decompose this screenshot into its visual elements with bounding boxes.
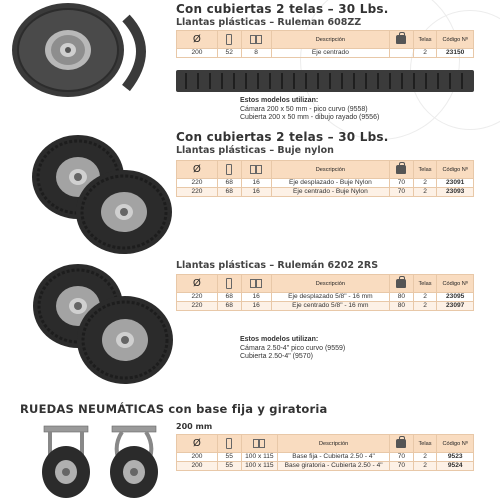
cell-code: 23150 (437, 49, 474, 58)
cell-description: Eje centrado 5/8" - 16 mm (271, 302, 389, 311)
plies-header: Telas (413, 275, 437, 293)
cell-width: 52 (217, 49, 241, 58)
diameter-icon: Ø (177, 275, 218, 293)
description-header: Descripción (271, 275, 389, 293)
cell-plies: 2 (413, 462, 437, 471)
section2-subtitle: Llantas plásticas – Buje nylon (176, 145, 334, 156)
cell-diameter: 220 (177, 293, 218, 302)
width-icon (217, 275, 241, 293)
section3-subtitle: Llantas plásticas – Rulemán 6202 2RS (176, 260, 379, 271)
section2-title: Con cubiertas 2 telas – 30 Lbs. (176, 130, 389, 144)
note-line: Cubierta 2.50-4" (9570) (240, 353, 313, 360)
diameter-icon: Ø (177, 31, 218, 49)
table-row (177, 188, 474, 197)
section1-subtitle: Llantas plásticas – Ruleman 608ZZ (176, 17, 362, 28)
cell-code: 23093 (437, 188, 474, 197)
hub-icon (241, 435, 278, 453)
weight-icon (390, 275, 414, 293)
note-line: Cámara 200 x 50 mm - pico curvo (9558) (240, 105, 368, 113)
size-label: 200 mm (176, 422, 213, 431)
cell-description: Eje centrado (271, 49, 389, 58)
table-row (177, 453, 474, 462)
weight-icon (390, 31, 414, 49)
code-header: Código Nº (437, 161, 474, 179)
section3-spec-table (176, 274, 474, 311)
cell-weight: 70 (390, 179, 414, 188)
note-title: Estos modelos utilizan: (240, 336, 319, 343)
note-line: Cámara 2.50-4" pico curvo (9559) (240, 344, 346, 352)
cell-diameter: 220 (177, 179, 218, 188)
cell-weight: 80 (390, 293, 414, 302)
description-header: Descripción (271, 161, 389, 179)
table-header-row (177, 435, 474, 453)
table-row (177, 179, 474, 188)
cell-weight: 70 (390, 188, 414, 197)
cell-code: 9524 (437, 462, 474, 471)
cell-hub: 100 x 115 (241, 453, 278, 462)
cell-plies: 2 (413, 293, 437, 302)
cell-plies: 2 (413, 49, 437, 58)
cell-description: Base fija - Cubierta 2.50 - 4" (278, 453, 390, 462)
cell-description: Eje desplazado - Buje Nylon (271, 179, 389, 188)
section4-spec-table (176, 434, 474, 471)
cell-hub: 16 (241, 179, 271, 188)
section3-note (240, 336, 345, 362)
hub-icon (241, 161, 271, 179)
cell-diameter: 200 (177, 462, 218, 471)
hub-icon (241, 275, 271, 293)
cell-hub: 16 (241, 293, 271, 302)
cell-hub: 100 x 115 (241, 462, 278, 471)
width-icon (217, 31, 241, 49)
weight-icon (390, 435, 414, 453)
cell-weight (390, 49, 414, 58)
cell-weight: 80 (390, 302, 414, 311)
cell-code: 23097 (437, 302, 474, 311)
table-header-row (177, 161, 474, 179)
wheel-image-6202-2rs (30, 258, 176, 388)
weight-icon (390, 161, 414, 179)
code-header: Código Nº (437, 275, 474, 293)
section2-spec-table (176, 160, 474, 197)
table-row (177, 462, 474, 471)
section1-title: Con cubiertas 2 telas – 30 Lbs. (176, 2, 389, 16)
caster-image-fixed (36, 424, 96, 500)
cell-width: 68 (217, 293, 241, 302)
section1-spec-table (176, 30, 474, 58)
description-header: Descripción (278, 435, 390, 453)
cell-weight: 70 (390, 462, 414, 471)
diameter-icon: Ø (177, 435, 218, 453)
hub-icon (241, 31, 271, 49)
cell-hub: 8 (241, 49, 271, 58)
plies-header: Telas (413, 435, 437, 453)
description-header: Descripción (271, 31, 389, 49)
width-icon (217, 435, 241, 453)
cell-diameter: 200 (177, 49, 218, 58)
cell-plies: 2 (413, 453, 437, 462)
cell-width: 68 (217, 302, 241, 311)
tread-pattern-image (176, 70, 474, 92)
note-line: Cubierta 200 x 50 mm - dibujo rayado (9556) (240, 114, 380, 121)
code-header: Código Nº (437, 31, 474, 49)
cell-plies: 2 (413, 302, 437, 311)
section1-note (240, 97, 379, 123)
cell-hub: 16 (241, 302, 271, 311)
caster-image-swivel (104, 424, 164, 500)
cell-width: 55 (217, 462, 241, 471)
cell-width: 68 (217, 188, 241, 197)
table-row (177, 49, 474, 58)
wheel-image-nylon-bushing (28, 132, 176, 257)
cell-description: Eje centrado - Buje Nylon (271, 188, 389, 197)
cell-width: 68 (217, 179, 241, 188)
table-header-row (177, 31, 474, 49)
diameter-icon: Ø (177, 161, 218, 179)
cell-plies: 2 (413, 188, 437, 197)
cell-hub: 16 (241, 188, 271, 197)
cell-diameter: 220 (177, 302, 218, 311)
plies-header: Telas (413, 31, 437, 49)
cell-weight: 70 (390, 453, 414, 462)
wheel-image-608zz (6, 0, 166, 105)
cell-code: 9523 (437, 453, 474, 462)
section4-title: RUEDAS NEUMÁTICAS con base fija y giratoria (20, 402, 328, 416)
width-icon (217, 161, 241, 179)
cell-diameter: 220 (177, 188, 218, 197)
cell-description: Base giratoria - Cubierta 2.50 - 4" (278, 462, 390, 471)
code-header: Código Nº (437, 435, 474, 453)
plies-header: Telas (413, 161, 437, 179)
note-title: Estos modelos utilizan: (240, 97, 319, 104)
table-row (177, 293, 474, 302)
cell-plies: 2 (413, 179, 437, 188)
cell-description: Eje desplazado 5/8" - 16 mm (271, 293, 389, 302)
cell-width: 55 (217, 453, 241, 462)
cell-code: 23091 (437, 179, 474, 188)
table-row (177, 302, 474, 311)
cell-code: 23095 (437, 293, 474, 302)
cell-diameter: 200 (177, 453, 218, 462)
table-header-row (177, 275, 474, 293)
